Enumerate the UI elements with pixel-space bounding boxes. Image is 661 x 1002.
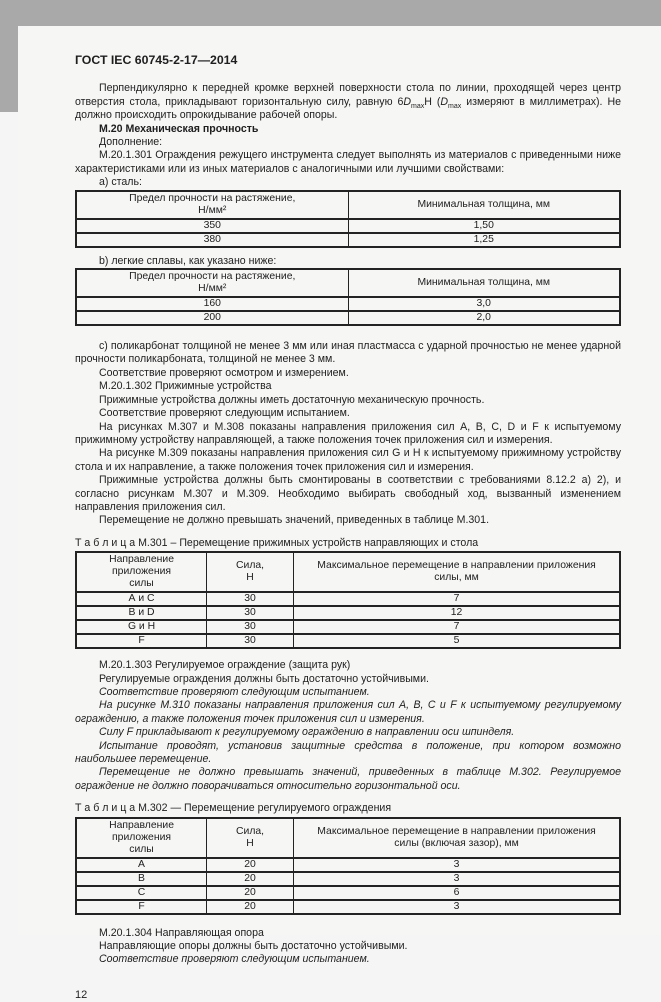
paragraph-302-1: Прижимные устройства должны иметь достаточную механическую прочность. [99,393,485,406]
table-cell: А [76,858,207,872]
header-max-displacement [294,818,620,858]
variable-d: D [403,95,412,108]
table-cell: В [76,872,207,886]
table-header-row [76,818,620,858]
header-line: Н/мм² [198,204,227,216]
header-max-displacement [294,552,620,592]
header-line: Предел прочности на растяжение, [129,271,296,283]
table-row [76,886,620,900]
section-heading-m20-1-302: М.20.1.302 Прижимные устройства [99,380,272,393]
header-line: силы [129,578,154,590]
paragraph-302-2: Соответствие проверяют следующим испытанием. [99,407,350,420]
paragraph-check-301: Соответствие проверяют осмотром и измерением. [99,366,349,379]
subscript-max: max [411,102,425,110]
table-row [76,620,620,634]
page-number: 12 [75,988,88,1001]
table-alloy-thickness [75,268,621,326]
header-line: Минимальная толщина, мм [417,198,551,210]
table-cell: 5 [294,634,620,648]
list-item-c: с) поликарбонат толщиной не менее 3 мм или иная пластмасса с ударной прочностью не менее ударной прочности поликарбоната, толщиной не менее 3 мм. [75,340,621,366]
table-row [76,592,620,606]
header-tensile-strength [76,269,348,297]
header-line: Максимальное перемещение в направлении приложения [317,825,596,837]
table-m301-caption: Т а б л и ц а М.301 – Перемещение прижимных устройств направляющих и стола [75,536,479,549]
subscript-max: max [448,102,462,110]
standard-reference-header: ГОСТ IEC 60745-2-17—2014 [75,53,238,67]
paragraph-304-1: Направляющие опоры должны быть достаточно устойчивыми. [99,940,408,953]
table-cell: 7 [294,592,620,606]
table-cell: 200 [76,311,348,325]
paragraph-303-4: Силу F прикладывают к регулируемому ограждению в направлении оси шпинделя. [99,726,515,739]
paragraph-303-6: Перемещение не должно превышать значений, приведенных в таблице М.302. Регулируемое ограждение не должно поворачиваться относительно горизонтальной оси. [75,766,621,792]
table-m302 [75,817,621,915]
table-cell: 1,50 [348,219,620,233]
table-cell: 20 [207,900,294,914]
header-force [207,818,294,858]
table-header-row [76,191,620,219]
paragraph-303-1: Регулируемые ограждения должны быть достаточно устойчивыми. [99,672,429,685]
table-row [76,900,620,914]
header-force-direction [76,552,207,592]
table-cell: 12 [294,606,620,620]
header-line: силы (включая зазор), мм [394,837,519,849]
document-page [18,26,661,1001]
table-cell: А и С [76,592,207,606]
paragraph-302-5: Прижимные устройства должны быть смонтированы в соответствии с требованиями 8.12.2 а) 2), и согласно рисункам М.307 и М.309. Необходимо выбирать свободный ход, вызванный изменением направления приложения сил. [75,474,621,513]
table-cell: F [76,900,207,914]
table-row [76,219,620,233]
table-cell: 3 [294,858,620,872]
table-row [76,297,620,311]
header-line: силы, мм [434,572,479,584]
table-cell: 3 [294,900,620,914]
table-steel-thickness [75,190,621,248]
table-cell: 20 [207,886,294,900]
intro-text-pre: Перпендикулярно к передней кромке верхней поверхности стола по линии, проходящей через центр отверстия стола, прикладывают горизонтальную силу, равную 6 [75,82,621,108]
spacer [75,915,621,927]
table-cell: 30 [207,634,294,648]
section-heading-m20-1-304: М.20.1.304 Направляющая опора [99,926,264,939]
paragraph-302-6: Перемещение не должно превышать значений, приведенных в таблице М.301. [99,514,490,527]
intro-text-mid: Н ( [424,95,441,108]
table-header-row [76,269,620,297]
paragraph-302-3: На рисунках М.307 и М.308 показаны направления приложения сил А, В, С, D и F к испытуемому прижимному устройству направляющей, а также положения точек приложения сил и измерения. [75,420,621,446]
intro-text-post: измеряют в миллиметрах). Не должно происходить опрокидывание рабочей опоры. [75,95,621,122]
paragraph-addition: Дополнение: [99,136,163,149]
table-cell: 20 [207,858,294,872]
header-force-direction [76,818,207,858]
section-heading-m20: М.20 Механическая прочность [99,122,259,135]
spacer [75,649,621,659]
header-min-thickness [348,269,620,297]
header-line: Предел прочности на растяжение, [129,192,296,204]
table-cell: 30 [207,620,294,634]
header-tensile-strength [76,191,348,219]
header-line: Н [246,572,254,584]
header-line: силы [129,843,154,855]
paragraph-intro [75,82,621,122]
table-cell: 380 [76,233,348,247]
paragraph-303-2: Соответствие проверяют следующим испытанием. [99,685,370,698]
table-cell: 30 [207,592,294,606]
table-row [76,872,620,886]
table-cell: В и D [76,606,207,620]
paragraph-302-4: На рисунке М.309 показаны направления приложения сил G и Н к испытуемому прижимному устройству стола и их направление, а также положения точек приложения сил и измерения. [75,447,621,473]
table-cell: G и Н [76,620,207,634]
table-cell: 20 [207,872,294,886]
section-heading-m20-1-303: М.20.1.303 Регулируемое ограждение (защита рук) [99,659,351,672]
list-item-a: а) сталь: [99,176,142,189]
table-row [76,311,620,325]
table-cell: 350 [76,219,348,233]
table-row [76,233,620,247]
paragraph-304-2: Соответствие проверяют следующим испытанием. [99,953,370,966]
spacer [75,333,621,340]
table-row [76,634,620,648]
header-line: Направление приложения [109,554,174,578]
table-header-row [76,552,620,592]
page-content [75,54,621,1002]
table-cell: 3 [294,872,620,886]
table-cell: 160 [76,297,348,311]
header-line: Максимальное перемещение в направлении приложения [317,560,596,572]
table-cell: 3,0 [348,297,620,311]
table-row [76,606,620,620]
scan-background-left [0,0,18,112]
table-cell: 6 [294,886,620,900]
paragraph-m20-1-301: М.20.1.301 Ограждения режущего инструмента следует выполнять из материалов с приведенными ниже характеристиками или из иных материалов с аналогичными или лучшими свойствами: [75,149,621,175]
header-line: Направление приложения [109,819,174,843]
table-cell: 30 [207,606,294,620]
header-min-thickness [348,191,620,219]
table-m301 [75,551,621,649]
table-m302-caption: Т а б л и ц а М.302 — Перемещение регулируемого ограждения [75,802,392,815]
header-line: Сила, [236,825,265,837]
list-item-b: b) легкие сплавы, как указано ниже: [99,254,277,267]
header-line: Сила, [236,560,265,572]
header-line: Н/мм² [198,283,227,295]
table-cell: С [76,886,207,900]
variable-d: D [440,95,449,108]
header-line: Н [246,837,254,849]
table-cell: 1,25 [348,233,620,247]
header-force [207,552,294,592]
paragraph-303-3: На рисунке М.310 показаны направления приложения сил А, В, С и F к испытуемому регулируемому ограждению, а также положения точек приложения сил и измерения. [75,699,621,725]
table-cell: 7 [294,620,620,634]
paragraph-303-5: Испытание проводят, установив защитные средства в положение, при котором возможно наибольшее перемещение. [75,739,621,765]
scan-background-top [0,0,661,26]
table-cell: F [76,634,207,648]
header-line: Минимальная толщина, мм [417,277,551,289]
table-cell: 2,0 [348,311,620,325]
table-row [76,858,620,872]
